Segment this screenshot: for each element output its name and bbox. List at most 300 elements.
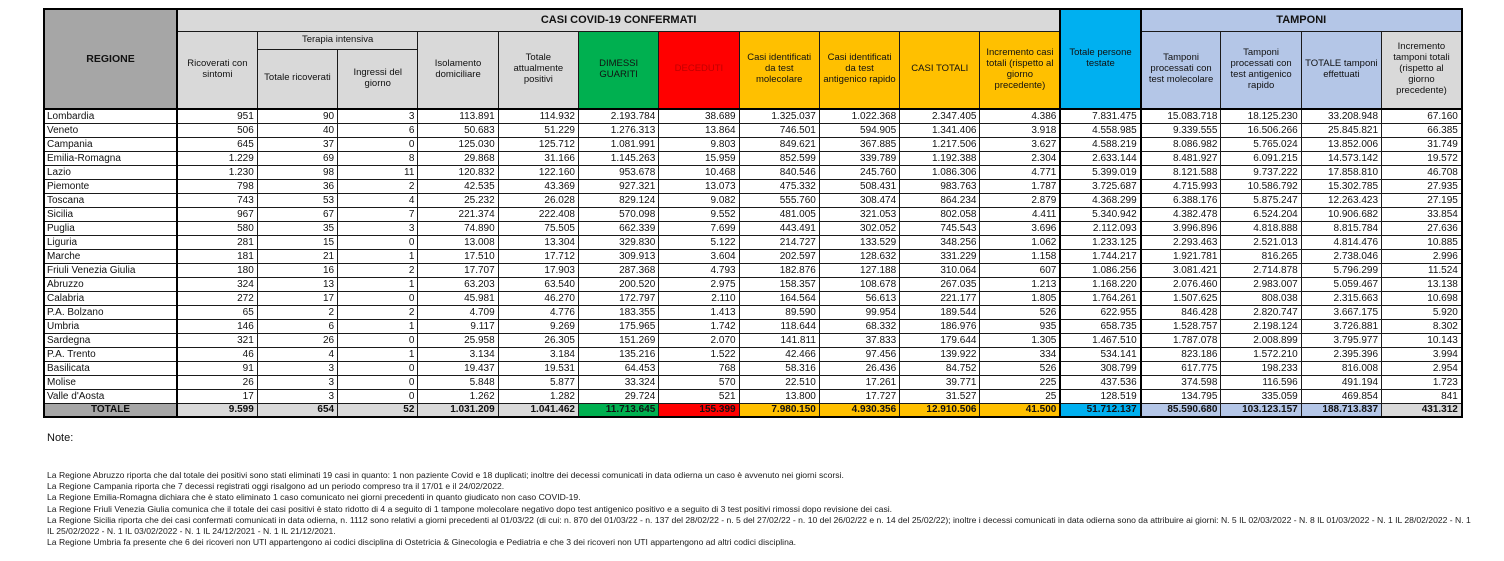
value-cell: 5.877 xyxy=(498,375,578,389)
table-row xyxy=(44,165,1462,179)
value-cell: 26.028 xyxy=(498,193,578,207)
value-cell: 1.276.313 xyxy=(578,123,658,137)
value-cell: 816.008 xyxy=(1301,361,1381,375)
region-cell: Abruzzo xyxy=(44,277,177,291)
value-cell: 309.913 xyxy=(578,249,658,263)
value-cell: 864.234 xyxy=(900,193,980,207)
value-cell: 1.921.781 xyxy=(1141,249,1221,263)
value-cell: 179.644 xyxy=(900,333,980,347)
value-cell: 526 xyxy=(980,305,1060,319)
region-cell: Emilia-Romagna xyxy=(44,151,177,165)
value-cell: 475.332 xyxy=(739,179,819,193)
value-cell: 134.795 xyxy=(1141,389,1221,403)
tamponi-group-header: TAMPONI xyxy=(1141,9,1462,31)
value-cell: 26 xyxy=(177,375,257,389)
header-group-row xyxy=(44,9,1462,31)
value-cell: 26.305 xyxy=(498,333,578,347)
table-row xyxy=(44,333,1462,347)
value-cell: 2.879 xyxy=(980,193,1060,207)
value-cell: 128.519 xyxy=(1060,389,1140,403)
value-cell: 172.797 xyxy=(578,291,658,305)
value-cell: 4.709 xyxy=(418,305,498,319)
value-cell: 13.008 xyxy=(418,235,498,249)
table-row xyxy=(44,277,1462,291)
value-cell: 135.216 xyxy=(578,347,658,361)
value-cell: 1.229 xyxy=(177,151,257,165)
region-cell: Valle d'Aosta xyxy=(44,389,177,403)
value-cell: 8 xyxy=(338,151,418,165)
region-cell: Calabria xyxy=(44,291,177,305)
value-cell: 4.776 xyxy=(498,305,578,319)
value-cell: 1.341.406 xyxy=(900,123,980,137)
value-cell: 1.413 xyxy=(659,305,739,319)
total-label-cell: TOTALE xyxy=(44,403,177,417)
value-cell: 5.122 xyxy=(659,235,739,249)
value-cell: 662.339 xyxy=(578,221,658,235)
value-cell: 1.213 xyxy=(980,277,1060,291)
value-cell: 5.875.247 xyxy=(1221,193,1301,207)
value-cell: 103.123.157 xyxy=(1221,403,1301,417)
value-cell: 570.098 xyxy=(578,207,658,221)
value-cell: 43.369 xyxy=(498,179,578,193)
value-cell: 5.796.299 xyxy=(1301,263,1381,277)
value-cell: 3 xyxy=(257,389,337,403)
value-cell: 1.145.263 xyxy=(578,151,658,165)
value-cell: 58.316 xyxy=(739,361,819,375)
value-cell: 743 xyxy=(177,193,257,207)
casi-molecolare-header: Casi identificati da test molecolare xyxy=(739,31,819,109)
value-cell: 27.636 xyxy=(1382,221,1462,235)
attualmente-positivi-header: Totale attualmente positivi xyxy=(498,31,578,109)
value-cell: 31.527 xyxy=(900,389,980,403)
value-cell: 84.752 xyxy=(900,361,980,375)
value-cell: 437.536 xyxy=(1060,375,1140,389)
totale-tamponi-header: TOTALE tamponi effettuati xyxy=(1301,31,1381,109)
value-cell: 823.186 xyxy=(1141,347,1221,361)
value-cell: 0 xyxy=(338,389,418,403)
note-line: La Regione Friuli Venezia Giulia comunica che il totale dei casi positivi è stato ridotto di 4 a seguito di 1 tampone molecolare negativo dopo test antigenico positivo e a seguito di 3 test positivi rimossi dopo revisione dei casi. xyxy=(47,503,893,514)
value-cell: 113.891 xyxy=(418,109,498,123)
value-cell: 983.763 xyxy=(900,179,980,193)
value-cell: 18.125.230 xyxy=(1221,109,1301,123)
value-cell: 2 xyxy=(338,179,418,193)
value-cell: 3 xyxy=(257,375,337,389)
region-cell: Toscana xyxy=(44,193,177,207)
value-cell: 1.262 xyxy=(418,389,498,403)
value-cell: 4 xyxy=(257,347,337,361)
value-cell: 4.814.476 xyxy=(1301,235,1381,249)
value-cell: 133.529 xyxy=(819,235,899,249)
value-cell: 967 xyxy=(177,207,257,221)
value-cell: 331.229 xyxy=(900,249,980,263)
value-cell: 1 xyxy=(338,249,418,263)
value-cell: 1.507.625 xyxy=(1141,291,1221,305)
value-cell: 51.229 xyxy=(498,123,578,137)
value-cell: 245.760 xyxy=(819,165,899,179)
table-row xyxy=(44,375,1462,389)
value-cell: 17.858.810 xyxy=(1301,165,1381,179)
region-cell: Basilicata xyxy=(44,361,177,375)
value-cell: 9.737.222 xyxy=(1221,165,1301,179)
value-cell: 9.552 xyxy=(659,207,739,221)
value-cell: 3 xyxy=(257,361,337,375)
value-cell: 91 xyxy=(177,361,257,375)
value-cell: 2.347.405 xyxy=(900,109,980,123)
value-cell: 829.124 xyxy=(578,193,658,207)
value-cell: 622.955 xyxy=(1060,305,1140,319)
value-cell: 10.698 xyxy=(1382,291,1462,305)
value-cell: 108.678 xyxy=(819,277,899,291)
value-cell: 31.166 xyxy=(498,151,578,165)
value-cell: 302.052 xyxy=(819,221,899,235)
note-line: La Regione Sicilia riporta che dei casi confermati comunicati in data odierna, n. 1112 sono relativi a giorni precedenti al 01/03/22 (di cui: n. 870 del 01/03/22 - n. 137 del 28/02/22 - n. 5 del 27/02/22 - n. 10 del 26/02/22 e n. 14 del 25/02/22); inoltre i decessi comunicati in data odierna sono da attribuire ai giorni: N. 5 IL 02/03/2022 - N. 8 IL 01/03/2022 - N. 1 IL 28/02/2022 - N. 1 IL 25/02/2022 - N. 1 IL 03/02/2022 - N. 1 IL 24/12/2021 - N. 1 IL 21/12/2021. xyxy=(47,514,1471,536)
casi-totali-header: CASI TOTALI xyxy=(900,31,980,109)
note-line: La Regione Umbria fa presente che 6 dei ricoveri non UTI appartengono ai codici disciplina di Ostetricia & Ginecologia e Pediatria e che 3 dei ricoveri non UTI appartengono ad altri codici disciplina. xyxy=(47,537,797,548)
value-cell: 181 xyxy=(177,249,257,263)
value-cell: 63.203 xyxy=(418,277,498,291)
value-cell: 808.038 xyxy=(1221,291,1301,305)
value-cell: 1.764.261 xyxy=(1060,291,1140,305)
value-cell: 68.332 xyxy=(819,319,899,333)
value-cell: 13.800 xyxy=(739,389,819,403)
value-cell: 9.117 xyxy=(418,319,498,333)
value-cell: 42.535 xyxy=(418,179,498,193)
value-cell: 7.831.475 xyxy=(1060,109,1140,123)
value-cell: 4.558.985 xyxy=(1060,123,1140,137)
region-cell: Lombardia xyxy=(44,109,177,123)
value-cell: 1.086.256 xyxy=(1060,263,1140,277)
value-cell: 0 xyxy=(338,333,418,347)
value-cell: 19.437 xyxy=(418,361,498,375)
region-cell: P.A. Trento xyxy=(44,347,177,361)
value-cell: 14.573.142 xyxy=(1301,151,1381,165)
note-line: La Regione Campania riporta che 7 decessi registrati oggi risalgono ad un periodo compreso tra il 17/01 e il 24/02/2022. xyxy=(47,481,505,492)
value-cell: 768 xyxy=(659,361,739,375)
value-cell: 13.864 xyxy=(659,123,739,137)
value-cell: 13.138 xyxy=(1382,277,1462,291)
value-cell: 287.368 xyxy=(578,263,658,277)
value-cell: 27.195 xyxy=(1382,193,1462,207)
region-cell: Liguria xyxy=(44,235,177,249)
dimessi-guariti-header: DIMESSI GUARITI xyxy=(578,31,658,109)
table-row xyxy=(44,249,1462,263)
value-cell: 580 xyxy=(177,221,257,235)
table-row xyxy=(44,109,1462,123)
region-cell: Marche xyxy=(44,249,177,263)
value-cell: 7.980.150 xyxy=(739,403,819,417)
value-cell: 272 xyxy=(177,291,257,305)
value-cell: 5.340.942 xyxy=(1060,207,1140,221)
region-cell: Veneto xyxy=(44,123,177,137)
regione-header: REGIONE xyxy=(44,9,177,109)
value-cell: 118.644 xyxy=(739,319,819,333)
value-cell: 33.324 xyxy=(578,375,658,389)
value-cell: 3 xyxy=(338,221,418,235)
region-cell: Piemonte xyxy=(44,179,177,193)
value-cell: 617.775 xyxy=(1141,361,1221,375)
value-cell: 50.683 xyxy=(418,123,498,137)
value-cell: 16 xyxy=(257,263,337,277)
value-cell: 74.890 xyxy=(418,221,498,235)
value-cell: 1.305 xyxy=(980,333,1060,347)
value-cell: 4.411 xyxy=(980,207,1060,221)
value-cell: 5.059.467 xyxy=(1301,277,1381,291)
casi-antigenico-header: Casi identificati da test antigenico rapido xyxy=(819,31,899,109)
value-cell: 38.689 xyxy=(659,109,739,123)
value-cell: 122.160 xyxy=(498,165,578,179)
value-cell: 11 xyxy=(338,165,418,179)
value-cell: 8.086.982 xyxy=(1141,137,1221,151)
value-cell: 37 xyxy=(257,137,337,151)
value-cell: 19.572 xyxy=(1382,151,1462,165)
value-cell: 151.269 xyxy=(578,333,658,347)
table-body xyxy=(44,109,1462,417)
header-terapia-row xyxy=(44,31,1462,49)
value-cell: 16.506.266 xyxy=(1221,123,1301,137)
region-cell: Friuli Venezia Giulia xyxy=(44,263,177,277)
value-cell: 198.233 xyxy=(1221,361,1301,375)
value-cell: 11.524 xyxy=(1382,263,1462,277)
value-cell: 953.678 xyxy=(578,165,658,179)
incremento-casi-header: Incremento casi totali (rispetto al giorno precedente) xyxy=(980,31,1060,109)
value-cell: 852.599 xyxy=(739,151,819,165)
value-cell: 367.885 xyxy=(819,137,899,151)
table-row xyxy=(44,347,1462,361)
region-cell: Campania xyxy=(44,137,177,151)
table-row xyxy=(44,123,1462,137)
value-cell: 4.930.356 xyxy=(819,403,899,417)
value-cell: 8.481.927 xyxy=(1141,151,1221,165)
value-cell: 334 xyxy=(980,347,1060,361)
value-cell: 281 xyxy=(177,235,257,249)
value-cell: 180 xyxy=(177,263,257,277)
value-cell: 1.325.037 xyxy=(739,109,819,123)
value-cell: 1.742 xyxy=(659,319,739,333)
value-cell: 816.265 xyxy=(1221,249,1301,263)
value-cell: 521 xyxy=(659,389,739,403)
value-cell: 2 xyxy=(338,263,418,277)
value-cell: 0 xyxy=(338,235,418,249)
value-cell: 116.596 xyxy=(1221,375,1301,389)
value-cell: 75.505 xyxy=(498,221,578,235)
value-cell: 15.959 xyxy=(659,151,739,165)
value-cell: 2.521.013 xyxy=(1221,235,1301,249)
value-cell: 1.528.757 xyxy=(1141,319,1221,333)
value-cell: 3 xyxy=(338,109,418,123)
value-cell: 2.112.093 xyxy=(1060,221,1140,235)
value-cell: 2.198.124 xyxy=(1221,319,1301,333)
table-row xyxy=(44,151,1462,165)
value-cell: 339.789 xyxy=(819,151,899,165)
value-cell: 17 xyxy=(257,291,337,305)
value-cell: 67.160 xyxy=(1382,109,1462,123)
value-cell: 3.795.977 xyxy=(1301,333,1381,347)
value-cell: 25.232 xyxy=(418,193,498,207)
value-cell: 125.030 xyxy=(418,137,498,151)
value-cell: 183.355 xyxy=(578,305,658,319)
value-cell: 0 xyxy=(338,361,418,375)
value-cell: 2.633.144 xyxy=(1060,151,1140,165)
value-cell: 2.983.007 xyxy=(1221,277,1301,291)
value-cell: 2.996 xyxy=(1382,249,1462,263)
region-cell: Lazio xyxy=(44,165,177,179)
value-cell: 840.546 xyxy=(739,165,819,179)
value-cell: 2.954 xyxy=(1382,361,1462,375)
value-cell: 120.832 xyxy=(418,165,498,179)
value-cell: 1.081.991 xyxy=(578,137,658,151)
value-cell: 1.572.210 xyxy=(1221,347,1301,361)
value-cell: 1.233.125 xyxy=(1060,235,1140,249)
isolamento-header: Isolamento domiciliare xyxy=(418,31,498,109)
value-cell: 374.598 xyxy=(1141,375,1221,389)
value-cell: 443.491 xyxy=(739,221,819,235)
totale-ricoverati-header: Totale ricoverati xyxy=(257,49,337,109)
note-line: La Regione Emilia-Romagna dichiara che è stato eliminato 1 caso comunicato nei giorni precedenti in quanto giudicato non caso COVID-19. xyxy=(47,492,581,503)
value-cell: 46 xyxy=(177,347,257,361)
value-cell: 4.818.888 xyxy=(1221,221,1301,235)
value-cell: 52 xyxy=(338,403,418,417)
value-cell: 481.005 xyxy=(739,207,819,221)
value-cell: 128.632 xyxy=(819,249,899,263)
value-cell: 3.604 xyxy=(659,249,739,263)
value-cell: 2.070 xyxy=(659,333,739,347)
value-cell: 2.315.663 xyxy=(1301,291,1381,305)
value-cell: 1.192.388 xyxy=(900,151,980,165)
value-cell: 22.510 xyxy=(739,375,819,389)
value-cell: 146 xyxy=(177,319,257,333)
value-cell: 15.302.785 xyxy=(1301,179,1381,193)
value-cell: 3.627 xyxy=(980,137,1060,151)
value-cell: 40 xyxy=(257,123,337,137)
value-cell: 469.854 xyxy=(1301,389,1381,403)
value-cell: 1.031.209 xyxy=(418,403,498,417)
value-cell: 1.230 xyxy=(177,165,257,179)
value-cell: 6.388.176 xyxy=(1141,193,1221,207)
value-cell: 927.321 xyxy=(578,179,658,193)
value-cell: 8.121.588 xyxy=(1141,165,1221,179)
value-cell: 17.903 xyxy=(498,263,578,277)
value-cell: 658.735 xyxy=(1060,319,1140,333)
value-cell: 114.932 xyxy=(498,109,578,123)
value-cell: 158.357 xyxy=(739,277,819,291)
casi-group-header: CASI COVID-19 CONFERMATI xyxy=(177,9,1060,31)
value-cell: 13 xyxy=(257,277,337,291)
value-cell: 4.368.299 xyxy=(1060,193,1140,207)
value-cell: 1.787.078 xyxy=(1141,333,1221,347)
value-cell: 2.293.463 xyxy=(1141,235,1221,249)
value-cell: 15.083.718 xyxy=(1141,109,1221,123)
value-cell: 508.431 xyxy=(819,179,899,193)
value-cell: 310.064 xyxy=(900,263,980,277)
value-cell: 4.588.219 xyxy=(1060,137,1140,151)
value-cell: 1.062 xyxy=(980,235,1060,249)
tamponi-antigenico-header: Tamponi processati con test antigenico rapido xyxy=(1221,31,1301,109)
value-cell: 11.713.645 xyxy=(578,403,658,417)
value-cell: 29.724 xyxy=(578,389,658,403)
value-cell: 1 xyxy=(338,319,418,333)
value-cell: 63.540 xyxy=(498,277,578,291)
value-cell: 2.304 xyxy=(980,151,1060,165)
value-cell: 65 xyxy=(177,305,257,319)
value-cell: 3.725.687 xyxy=(1060,179,1140,193)
value-cell: 99.954 xyxy=(819,305,899,319)
value-cell: 2.110 xyxy=(659,291,739,305)
value-cell: 935 xyxy=(980,319,1060,333)
value-cell: 321 xyxy=(177,333,257,347)
value-cell: 3.696 xyxy=(980,221,1060,235)
value-cell: 2.076.460 xyxy=(1141,277,1221,291)
value-cell: 13.852.006 xyxy=(1301,137,1381,151)
value-cell: 17.261 xyxy=(819,375,899,389)
value-cell: 66.385 xyxy=(1382,123,1462,137)
table-row xyxy=(44,263,1462,277)
table-row xyxy=(44,305,1462,319)
value-cell: 555.760 xyxy=(739,193,819,207)
value-cell: 645 xyxy=(177,137,257,151)
table-header xyxy=(44,9,1462,109)
tamponi-molecolare-header: Tamponi processati con test molecolare xyxy=(1141,31,1221,109)
value-cell: 1.744.217 xyxy=(1060,249,1140,263)
value-cell: 6.091.215 xyxy=(1221,151,1301,165)
table-row xyxy=(44,291,1462,305)
value-cell: 225 xyxy=(980,375,1060,389)
value-cell: 85.590.680 xyxy=(1141,403,1221,417)
value-cell: 141.811 xyxy=(739,333,819,347)
value-cell: 42.466 xyxy=(739,347,819,361)
value-cell: 10.468 xyxy=(659,165,739,179)
value-cell: 1 xyxy=(338,347,418,361)
value-cell: 3.996.896 xyxy=(1141,221,1221,235)
value-cell: 4.382.478 xyxy=(1141,207,1221,221)
value-cell: 39.771 xyxy=(900,375,980,389)
value-cell: 1.022.368 xyxy=(819,109,899,123)
value-cell: 3.081.421 xyxy=(1141,263,1221,277)
value-cell: 31.749 xyxy=(1382,137,1462,151)
value-cell: 951 xyxy=(177,109,257,123)
table-row xyxy=(44,137,1462,151)
value-cell: 1.522 xyxy=(659,347,739,361)
value-cell: 1.158 xyxy=(980,249,1060,263)
value-cell: 5.399.019 xyxy=(1060,165,1140,179)
value-cell: 46.708 xyxy=(1382,165,1462,179)
value-cell: 64.453 xyxy=(578,361,658,375)
value-cell: 155.399 xyxy=(659,403,739,417)
ricoverati-header: Ricoverati con sintomi xyxy=(177,31,257,109)
value-cell: 594.905 xyxy=(819,123,899,137)
value-cell: 267.035 xyxy=(900,277,980,291)
value-cell: 6 xyxy=(257,319,337,333)
notes-section xyxy=(47,432,1477,548)
value-cell: 1.723 xyxy=(1382,375,1462,389)
ingressi-giorno-header: Ingressi del giorno xyxy=(338,49,418,109)
value-cell: 10.906.682 xyxy=(1301,207,1381,221)
value-cell: 1.168.220 xyxy=(1060,277,1140,291)
region-cell: P.A. Bolzano xyxy=(44,305,177,319)
value-cell: 221.177 xyxy=(900,291,980,305)
value-cell: 13.304 xyxy=(498,235,578,249)
value-cell: 12.263.423 xyxy=(1301,193,1381,207)
value-cell: 9.269 xyxy=(498,319,578,333)
region-cell: Molise xyxy=(44,375,177,389)
value-cell: 1.041.462 xyxy=(498,403,578,417)
value-cell: 4 xyxy=(338,193,418,207)
value-cell: 570 xyxy=(659,375,739,389)
value-cell: 534.141 xyxy=(1060,347,1140,361)
value-cell: 798 xyxy=(177,179,257,193)
value-cell: 139.922 xyxy=(900,347,980,361)
value-cell: 46.270 xyxy=(498,291,578,305)
value-cell: 17.707 xyxy=(418,263,498,277)
